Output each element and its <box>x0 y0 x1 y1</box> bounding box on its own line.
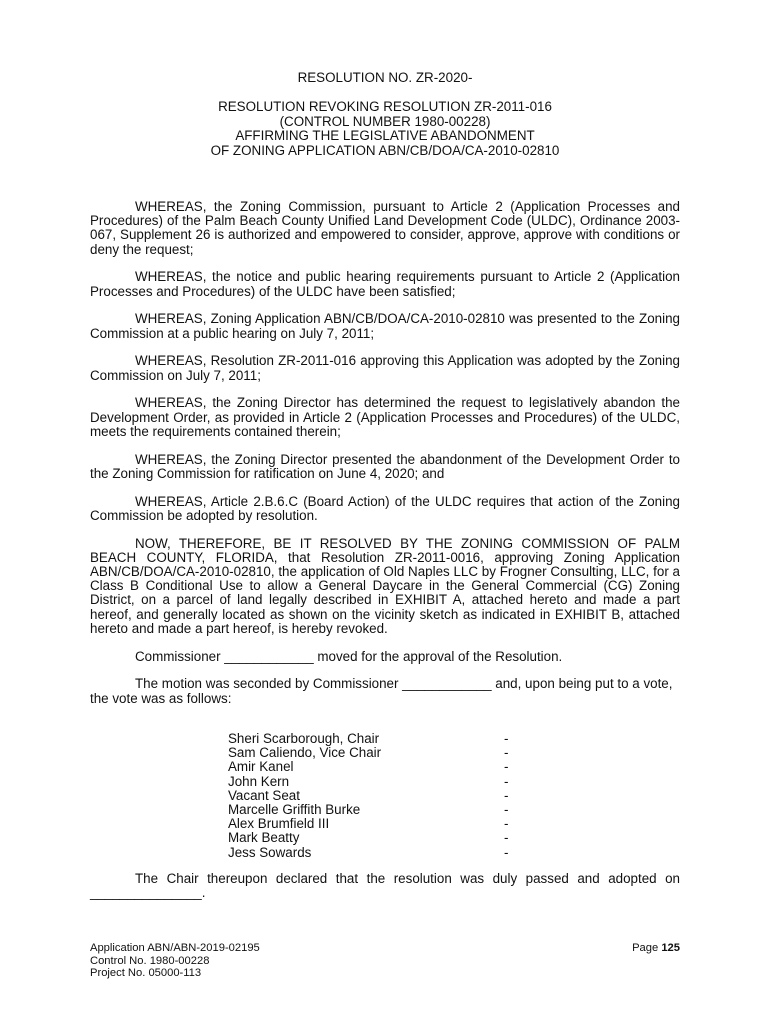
commissioner-name: Amir Kanel <box>228 759 294 775</box>
vote-row <box>228 803 518 817</box>
commissioner-name: Marcelle Griffith Burke <box>228 802 361 818</box>
commissioner-name: Alex Brumfield III <box>228 816 330 832</box>
footer-info <box>90 942 260 980</box>
vote-mark: - <box>504 844 509 860</box>
resolution-title <box>90 100 680 158</box>
vote-mark: - <box>504 759 509 775</box>
vote-row <box>228 789 518 803</box>
whereas-paragraph: WHEREAS, the Zoning Director has determined the request to legislatively abandon the Development Order, as provided in Article 2 (Application Processes and Procedures) of the ULDC, meets the requirements contained therein; <box>90 395 680 439</box>
vote-row <box>228 760 518 774</box>
title-line: RESOLUTION REVOKING RESOLUTION ZR-2011-016 <box>218 99 552 114</box>
motion-paragraph: Commissioner ____________ moved for the approval of the Resolution. <box>135 648 563 664</box>
resolution-number: RESOLUTION NO. ZR-2020- <box>297 70 473 85</box>
commissioner-name: Jess Sowards <box>228 844 312 860</box>
vote-row <box>228 732 518 746</box>
vote-row <box>228 746 518 760</box>
whereas-paragraph: WHEREAS, Zoning Application ABN/CB/DOA/CA-2010-02810 was presented to the Zoning Commission at a public hearing on July 7, 2011; <box>90 311 680 341</box>
project-number: Project No. 05000-113 <box>90 967 202 980</box>
vote-mark: - <box>504 787 509 803</box>
second-paragraph: The motion was seconded by Commissioner ____________ and, upon being put to a vote, the vote was as follows: <box>90 676 673 706</box>
page-indicator <box>632 942 680 955</box>
commissioner-name: Mark Beatty <box>228 830 300 846</box>
closing-paragraph: The Chair thereupon declared that the resolution was duly passed and adopted on _______________. <box>90 871 680 901</box>
whereas-paragraph: WHEREAS, Resolution ZR-2011-016 approving this Application was adopted by the Zoning Commission on July 7, 2011; <box>90 353 680 383</box>
whereas-paragraph: WHEREAS, the notice and public hearing requirements pursuant to Article 2 (Application Processes and Procedures) of the ULDC have been satisfied; <box>90 269 680 299</box>
vote-mark: - <box>504 816 509 832</box>
vote-mark: - <box>504 731 509 746</box>
whereas-paragraph: WHEREAS, the Zoning Director presented the abandonment of the Development Order to the Zoning Commission for ratification on June 4, 2020; and <box>90 451 680 481</box>
commissioner-name: Vacant Seat <box>228 787 300 803</box>
whereas-paragraph: WHEREAS, Article 2.B.6.C (Board Action) of the ULDC requires that action of the Zoning Commission be adopted by resolution. <box>90 493 680 523</box>
vote-mark: - <box>504 830 509 846</box>
vote-list <box>228 732 518 860</box>
page-label: Page <box>632 942 659 954</box>
whereas-paragraph: WHEREAS, the Zoning Commission, pursuant to Article 2 (Application Processes and Procedures) of the Palm Beach County Unified Land Development Code (ULDC), Ordinance 2003-067, Supplement 26 is authorized and empowered to consider, approve, approve with conditions or deny the request; <box>90 199 680 257</box>
vote-mark: - <box>504 745 509 761</box>
commissioner-name: John Kern <box>228 773 290 789</box>
control-number: Control No. 1980-00228 <box>90 954 210 967</box>
commissioner-name: Sam Caliendo, Vice Chair <box>228 745 382 761</box>
application-number: Application ABN/ABN-2019-02195 <box>90 942 260 954</box>
title-line: AFFIRMING THE LEGISLATIVE ABANDONMENT <box>235 128 535 144</box>
vote-mark: - <box>504 773 509 789</box>
vote-mark: - <box>504 802 509 818</box>
page-number: 125 <box>661 942 680 954</box>
vote-row <box>228 831 518 845</box>
resolved-paragraph: NOW, THEREFORE, BE IT RESOLVED BY THE ZONING COMMISSION OF PALM BEACH COUNTY, FLORIDA, that Resolution ZR-2011-0016, approving Zoning Application ABN/CB/DOA/CA-2010-02810, the application of Old Naples LLC by Frogner Consulting, LLC, for a Class B Conditional Use to allow a General Daycare in the General Commercial (CG) Zoning District, on a parcel of land legally described in EXHIBIT A, attached hereto and made a part hereof, and generally located as shown on the vicinity sketch as indicated in EXHIBIT B, attached hereto and made a part hereof, is hereby revoked. <box>90 535 680 636</box>
resolution-body <box>90 200 680 719</box>
vote-row <box>228 775 518 789</box>
title-line: OF ZONING APPLICATION ABN/CB/DOA/CA-2010-02810 <box>210 142 560 158</box>
vote-row <box>228 817 518 831</box>
closing-statement <box>90 872 680 900</box>
vote-row <box>228 846 518 860</box>
commissioner-name: Sheri Scarborough, Chair <box>228 731 380 746</box>
title-line: (CONTROL NUMBER 1980-00228) <box>279 113 491 129</box>
